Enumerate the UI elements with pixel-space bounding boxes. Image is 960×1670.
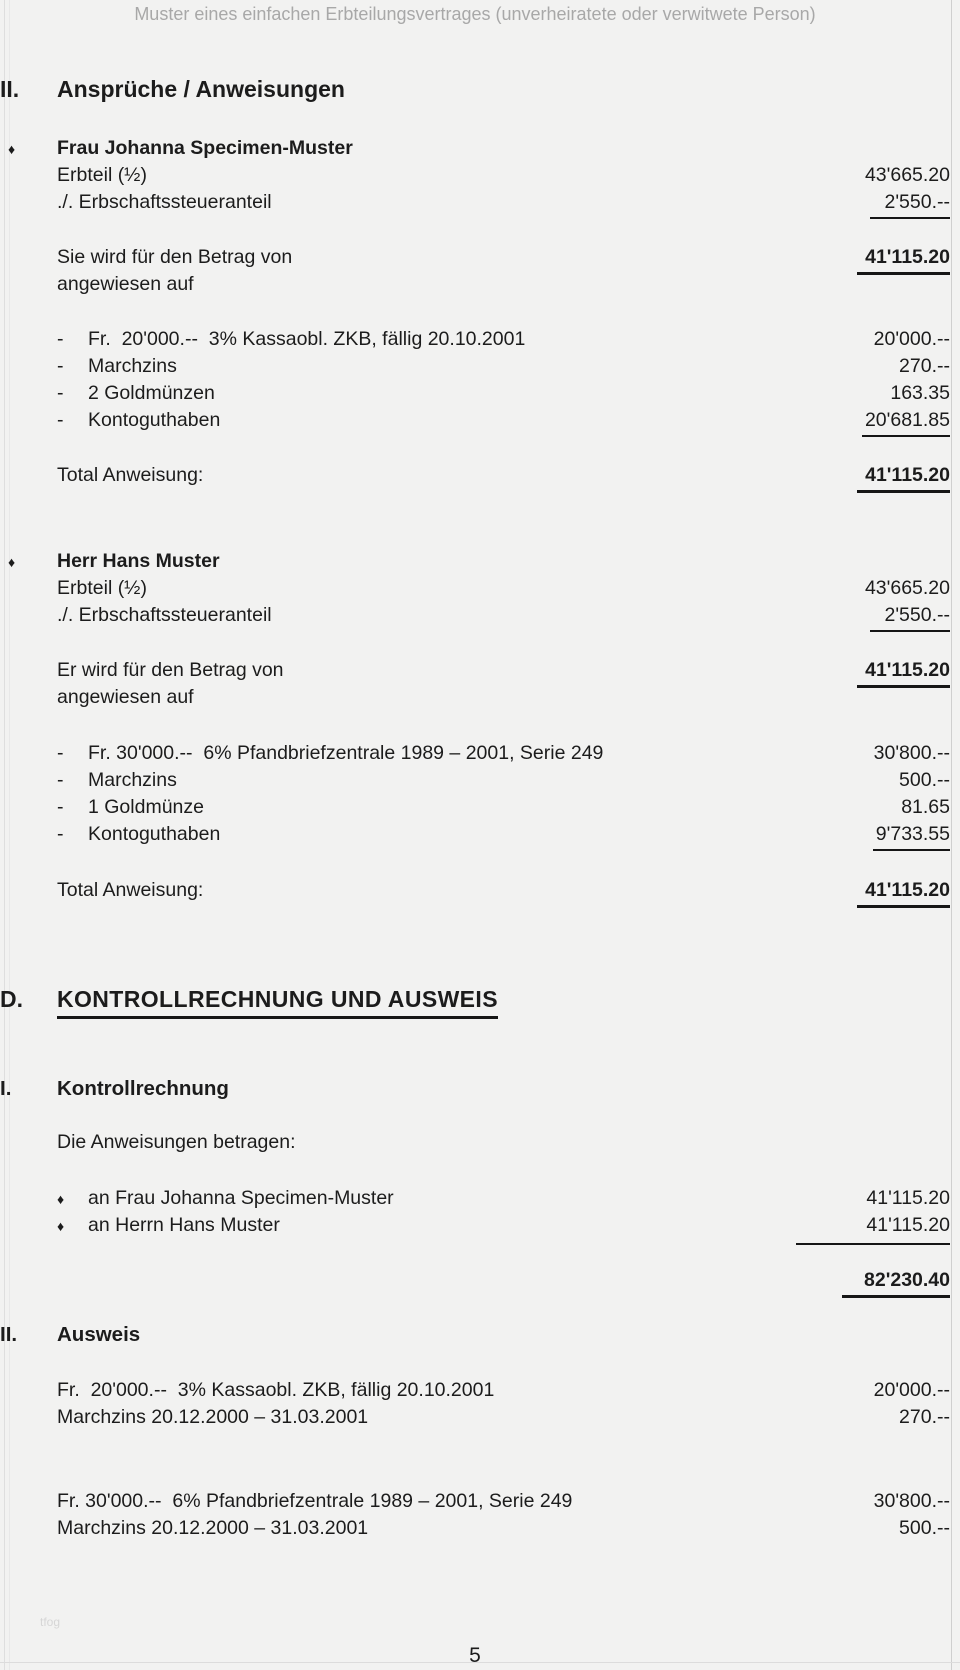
- item-label: Kontoguthaben: [88, 409, 221, 431]
- row-label: Fr. 20'000.-- 3% Kassaobl. ZKB, fällig 20.10.2001: [57, 1379, 495, 1401]
- heir-name: Frau Johanna Specimen-Muster: [57, 137, 353, 159]
- row-value: 43'665.20: [864, 164, 950, 186]
- row-label: ./. Erbschaftssteueranteil: [57, 191, 272, 213]
- hans-erbteil-row: [0, 575, 950, 602]
- watermark-text: tfog: [40, 1615, 61, 1629]
- list-item: [0, 380, 950, 407]
- section-number: II.: [0, 76, 20, 102]
- sum-value: 82'230.40: [842, 1267, 950, 1298]
- dash-bullet: -: [57, 742, 64, 764]
- item-label: 1 Goldmünze: [88, 796, 204, 818]
- item-label: Kontoguthaben: [88, 823, 221, 845]
- johanna-erbteil-row: [0, 162, 950, 189]
- item-label: Fr. 20'000.-- 3% Kassaobl. ZKB, fällig 20.10.2001: [88, 328, 526, 350]
- hans-name-row: [0, 548, 950, 575]
- dash-bullet: -: [57, 409, 64, 431]
- dash-bullet: -: [57, 355, 64, 377]
- list-item: [0, 794, 950, 821]
- row-label: ./. Erbschaftssteueranteil: [57, 604, 272, 626]
- ausweis-row: [0, 1488, 950, 1515]
- heir-name: Herr Hans Muster: [57, 550, 220, 572]
- row-value: 30'800.--: [873, 1490, 950, 1512]
- section-title: KONTROLLRECHNUNG UND AUSWEIS: [57, 984, 498, 1019]
- item-value: 270.--: [899, 355, 950, 377]
- subsection-number: I.: [0, 1077, 12, 1100]
- item-value: 500.--: [899, 769, 950, 791]
- diamond-bullet-icon: ♦: [57, 1191, 65, 1207]
- johanna-betrag-row-2: [0, 271, 950, 298]
- row-value: 500.--: [899, 1517, 950, 1539]
- diamond-bullet-icon: ♦: [8, 554, 16, 570]
- item-value: 81.65: [901, 796, 950, 818]
- hans-total-row: [0, 877, 950, 908]
- ausweis-row: [0, 1515, 950, 1542]
- row-value: 270.--: [899, 1406, 950, 1428]
- diamond-bullet-icon: ♦: [8, 141, 16, 157]
- document-header-title: Muster eines einfachen Erbteilungsvertrages (unverheiratete oder verwitwete Person): [134, 4, 816, 24]
- section-title: Ansprüche / Anweisungen: [57, 76, 345, 102]
- row-label: angewiesen auf: [57, 686, 194, 708]
- subsection-number: II.: [0, 1323, 18, 1346]
- ausweis-row: [0, 1404, 950, 1431]
- item-label: an Frau Johanna Specimen-Muster: [88, 1187, 394, 1209]
- section-heading-ansprueche: [0, 74, 950, 104]
- row-value: 41'115.20: [857, 657, 950, 688]
- dash-bullet: -: [57, 769, 64, 791]
- row-value: 2'550.--: [870, 602, 950, 632]
- section-number: D.: [0, 986, 23, 1012]
- list-item: [0, 353, 950, 380]
- item-value: 20'000.--: [873, 328, 950, 350]
- item-value: 163.35: [890, 382, 950, 404]
- kontroll-item: [0, 1185, 950, 1212]
- list-item: [0, 767, 950, 794]
- row-label: Er wird für den Betrag von: [57, 659, 284, 681]
- kontroll-item: [0, 1212, 950, 1245]
- row-label: Marchzins 20.12.2000 – 31.03.2001: [57, 1517, 369, 1539]
- hans-steuer-row: [0, 602, 950, 632]
- intro-text: Die Anweisungen betragen:: [57, 1131, 296, 1153]
- list-item: [0, 407, 950, 437]
- kontroll-intro: [0, 1129, 950, 1156]
- item-value: 30'800.--: [873, 742, 950, 764]
- row-value: 2'550.--: [870, 189, 950, 219]
- total-value: 41'115.20: [857, 462, 950, 493]
- row-label: Fr. 30'000.-- 6% Pfandbriefzentrale 1989 – 2001, Serie 249: [57, 1490, 573, 1512]
- dash-bullet: -: [57, 823, 64, 845]
- item-label: an Herrn Hans Muster: [88, 1214, 280, 1236]
- dash-bullet: -: [57, 382, 64, 404]
- subsection-heading-kontrollrechnung: [0, 1074, 950, 1104]
- johanna-name-row: [0, 135, 950, 162]
- row-label: Marchzins 20.12.2000 – 31.03.2001: [57, 1406, 369, 1428]
- dash-bullet: -: [57, 796, 64, 818]
- page-number: 5: [469, 1644, 481, 1667]
- row-label: Erbteil (½): [57, 577, 147, 599]
- dash-bullet: -: [57, 328, 64, 350]
- section-heading-kontrollrechnung-ausweis: [0, 984, 950, 1019]
- row-value: 41'115.20: [857, 244, 950, 275]
- johanna-total-row: [0, 462, 950, 493]
- page-edge-line-right: [951, 0, 952, 1670]
- item-value: 41'115.20: [796, 1212, 950, 1245]
- list-item: [0, 821, 950, 851]
- total-label: Total Anweisung:: [57, 879, 204, 901]
- johanna-steuer-row: [0, 189, 950, 219]
- ausweis-row: [0, 1377, 950, 1404]
- total-value: 41'115.20: [857, 877, 950, 908]
- item-value: 9'733.55: [873, 821, 950, 851]
- subsection-heading-ausweis: [0, 1320, 950, 1350]
- item-label: Marchzins: [88, 355, 177, 377]
- row-value: 20'000.--: [873, 1379, 950, 1401]
- row-label: angewiesen auf: [57, 273, 194, 295]
- total-label: Total Anweisung:: [57, 464, 204, 486]
- row-value: 43'665.20: [864, 577, 950, 599]
- subsection-title: Ausweis: [57, 1323, 141, 1346]
- hans-betrag-row-2: [0, 684, 950, 711]
- row-label: Erbteil (½): [57, 164, 147, 186]
- diamond-bullet-icon: ♦: [57, 1218, 65, 1234]
- item-label: Fr. 30'000.-- 6% Pfandbriefzentrale 1989 – 2001, Serie 249: [88, 742, 604, 764]
- row-label: Sie wird für den Betrag von: [57, 246, 293, 268]
- item-value: 20'681.85: [862, 407, 950, 437]
- subsection-title: Kontrollrechnung: [57, 1077, 229, 1100]
- item-value: 41'115.20: [866, 1187, 950, 1209]
- list-item: [0, 326, 950, 353]
- item-label: 2 Goldmünzen: [88, 382, 215, 404]
- list-item: [0, 740, 950, 767]
- kontroll-sum-row: [0, 1267, 950, 1298]
- item-label: Marchzins: [88, 769, 177, 791]
